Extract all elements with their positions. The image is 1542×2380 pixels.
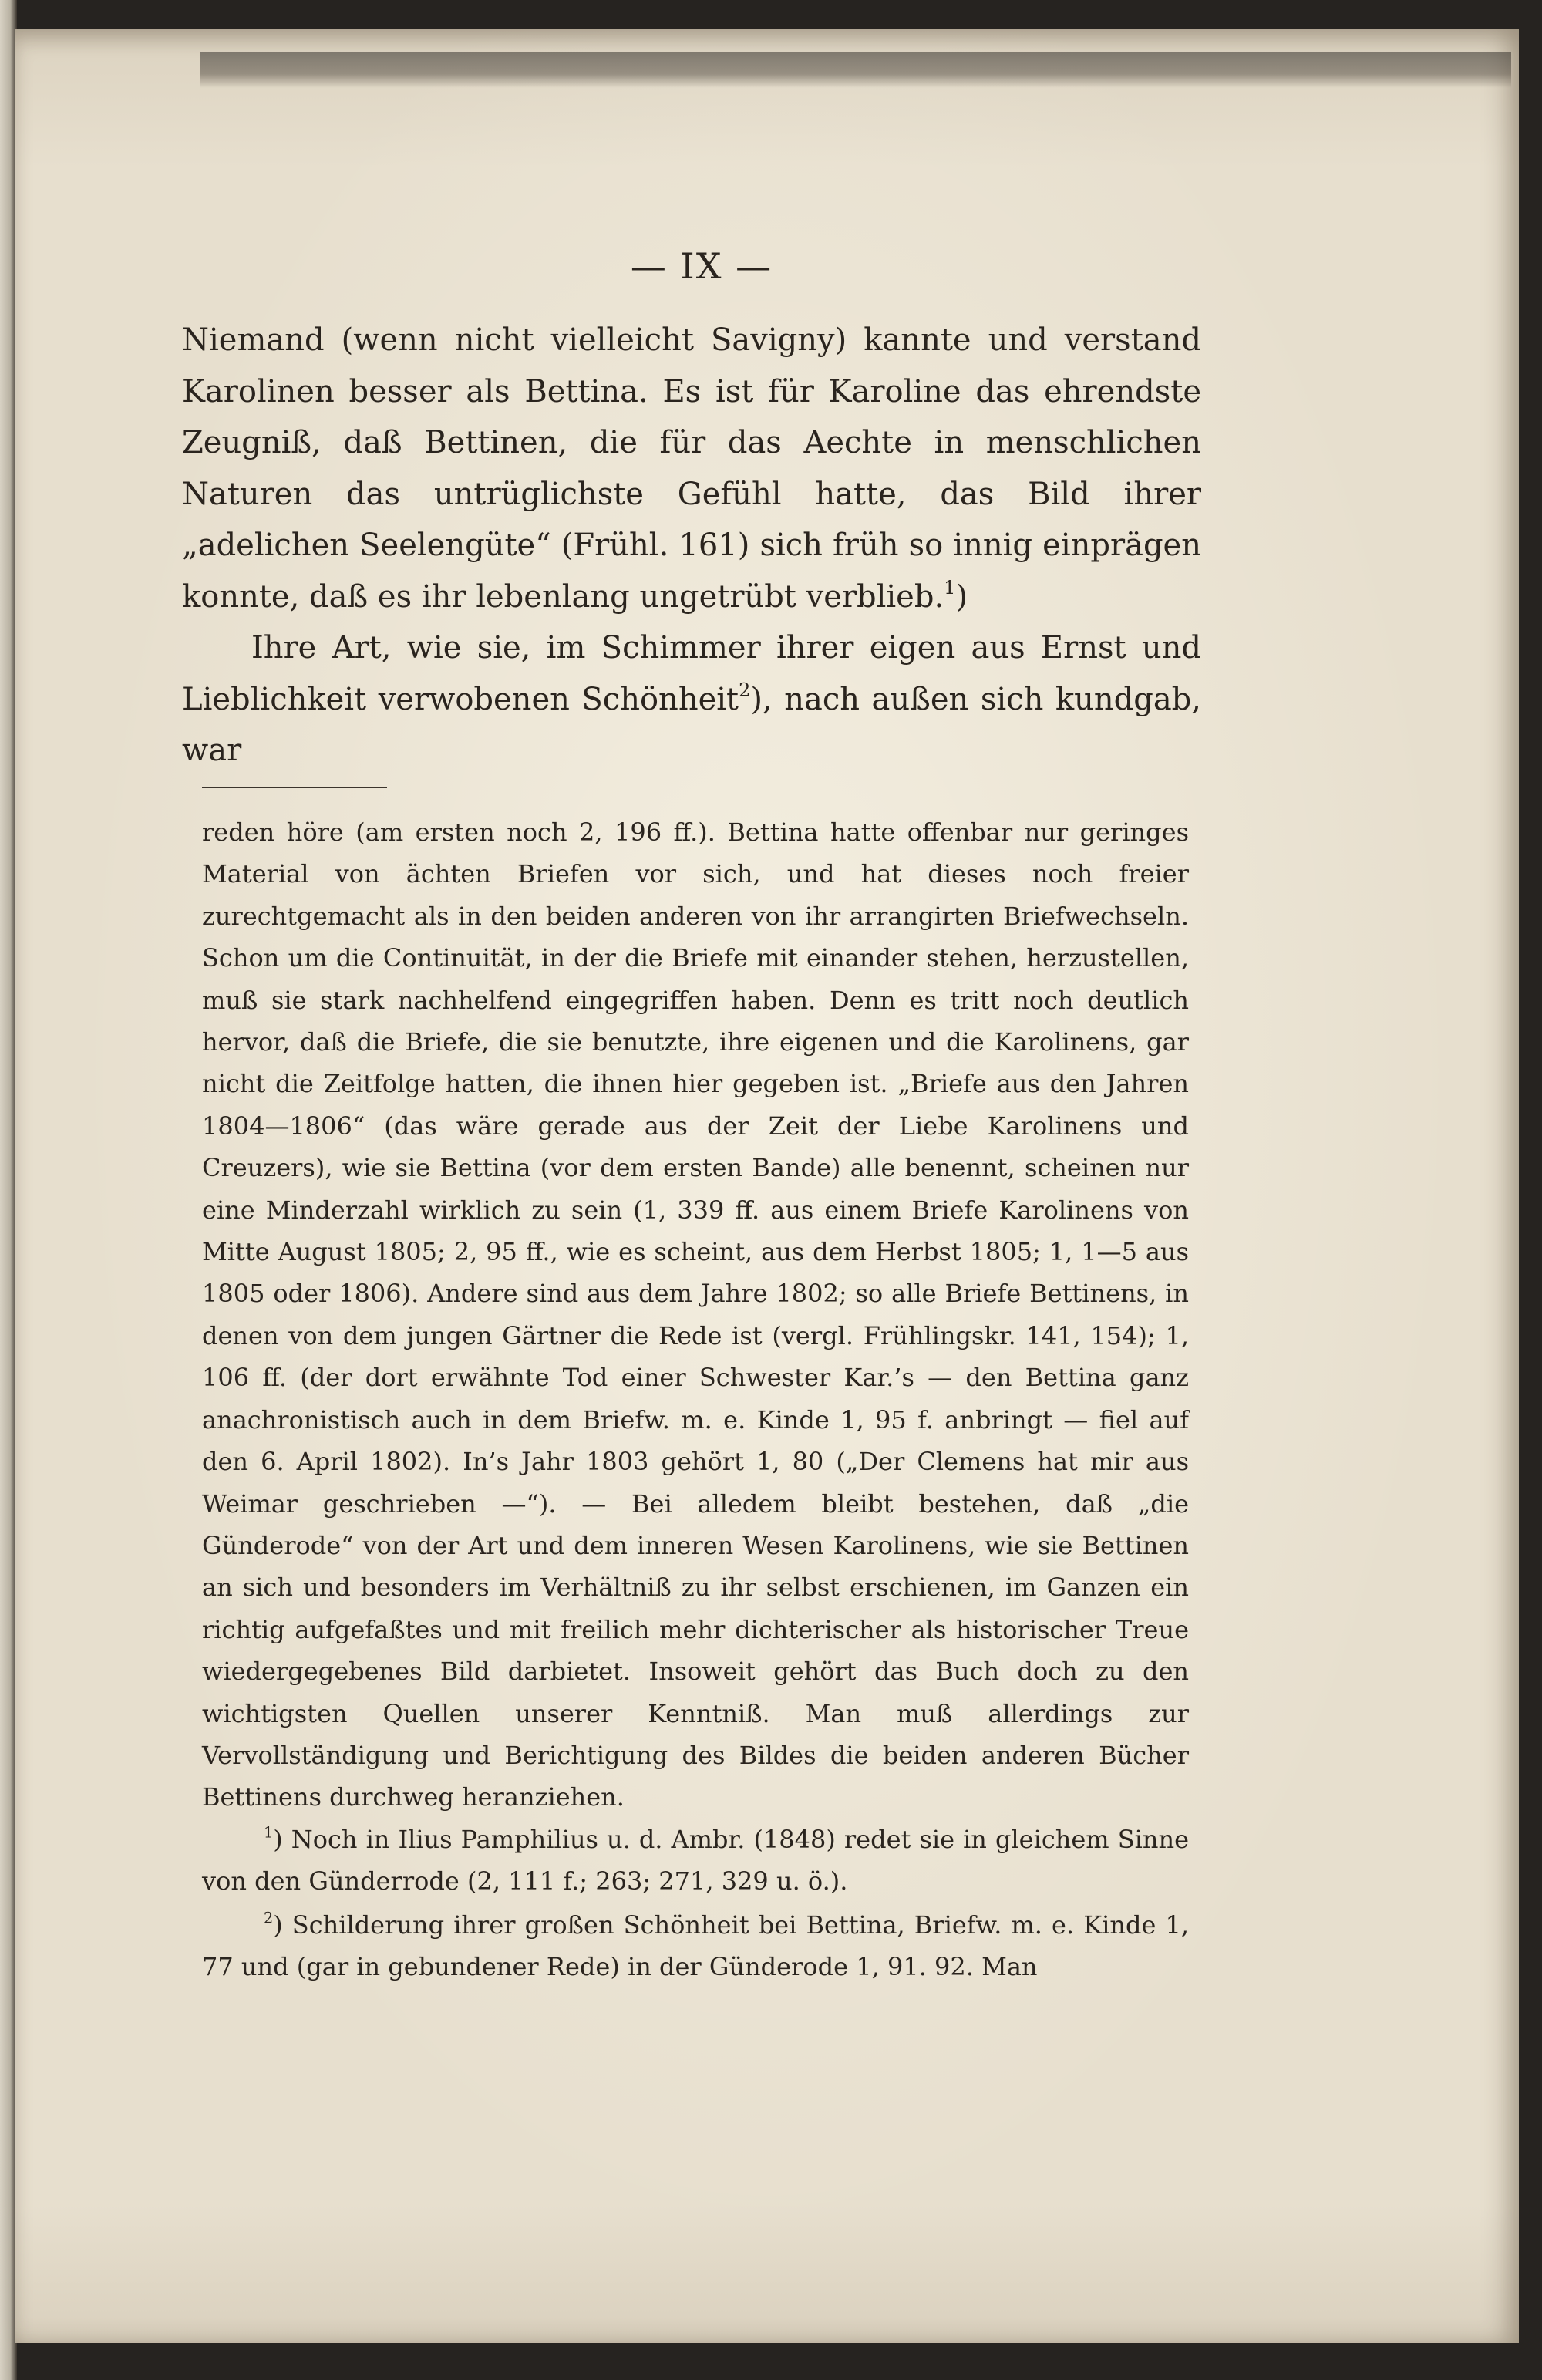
page-number: — IX — — [630, 245, 773, 287]
footnote-text: ) Schilderung ihrer großen Schönheit bei Bettina, Briefw. m. e. Kinde 1, 77 und (gar in gebundener Rede) in der Günderode 1, 91. 92. Man — [202, 1910, 1189, 1981]
body-paragraph — [182, 315, 1201, 622]
footnote-rule — [202, 787, 387, 788]
footnote-reference: 2 — [739, 679, 751, 701]
footnote-text: ) Noch in Ilius Pamphilius u. d. Ambr. (1848) redet sie in gleichem Sinne von den Günderrode (2, 111 f.; 263; 271, 329 u. ö.). — [202, 1824, 1189, 1896]
footnote-1 — [202, 1819, 1189, 1903]
footnote-reference: 1 — [944, 576, 956, 598]
paragraph-text: Niemand (wenn nicht vielleicht Savigny) kannte und verstand Karolinen besser als Bettina. Es ist für Karoline das ehrendste Zeugniß, daß Bettinen, die für das Aechte in menschlichen Naturen das untrüglichste Gefühl hatte, das Bild ihrer „adelichen Seelengüte“ (Frühl. 161) sich früh so innig einprägen konnte, daß es ihr lebenlang ungetrübt verblieb. — [182, 322, 1201, 615]
book-edge — [0, 0, 17, 2380]
body-paragraph — [182, 622, 1201, 777]
footnote-2 — [202, 1904, 1189, 1988]
footnote-mark: 1 — [264, 1823, 274, 1842]
page-top-shadow — [200, 52, 1511, 88]
footnote-continuation: reden höre (am ersten noch 2, 196 ff.). Bettina hatte offenbar nur geringes Material von ächten Briefen vor sich, und hat dieses noch freier zurechtgemacht als in den beiden anderen von ihr arrangirten Briefwechseln. Schon um die Continuität, in der die Briefe mit einander stehen, herzustellen, muß sie stark nachhelfend eingegriffen haben. Denn es tritt noch deutlich hervor, daß die Briefe, die sie benutzte, ihre eigenen und die Karolinens, gar nicht die Zeitfolge hatten, die ihnen hier gegeben ist. „Briefe aus den Jahren 1804—1806“ (das wäre gerade aus der Zeit der Liebe Karolinens und Creuzers), wie sie Bettina (vor dem ersten Bande) alle benennt, scheinen nur eine Minderzahl wirklich zu sein (1, 339 ff. aus einem Briefe Karolinens von Mitte August 1805; 2, 95 ff., wie es scheint, aus dem Herbst 1805; 1, 1—5 aus 1805 oder 1806). Andere sind aus dem Jahre 1802; so alle Briefe Bettinens, in denen von dem jungen Gärtner die Rede ist (vergl. Frühlingskr. 141, 154); 1, 106 ff. (der dort erwähnte Tod einer Schwester Kar.’s — den Bettina ganz anachronistisch auch in dem Briefw. m. e. Kinde 1, 95 f. anbringt — fiel auf den 6. April 1802). In’s Jahr 1803 gehört 1, 80 („Der Clemens hat mir aus Weimar geschrieben —“). — Bei alledem bleibt bestehen, daß „die Günderode“ von der Art und dem inneren Wesen Karolinens, wie sie Bettinen an sich und besonders im Verhältniß zu ihr selbst erschienen, im Ganzen ein richtig aufgefaßtes und mit freilich mehr dichterischer als historischer Treue wiedergegebenes Bild darbietet. Insoweit gehört das Buch doch zu den wichtigsten Quellen unserer Kenntniß. Man muß allerdings zur Vervollständigung und Berichtigung des Bildes die beiden anderen Bücher Bettinens durchweg heranziehen. — [202, 817, 1189, 1812]
paragraph-text: Ihre Art, wie sie, im Schimmer ihrer eigen aus Ernst und Lieblichkeit verwobenen Schönheit — [182, 630, 1201, 717]
paragraph-text: ) — [955, 578, 968, 615]
footnotes — [202, 811, 1189, 1987]
main-text — [182, 315, 1201, 777]
footnote-mark: 2 — [264, 1909, 274, 1927]
paragraph-text: ), nach außen sich kundgab, war — [182, 681, 1202, 768]
